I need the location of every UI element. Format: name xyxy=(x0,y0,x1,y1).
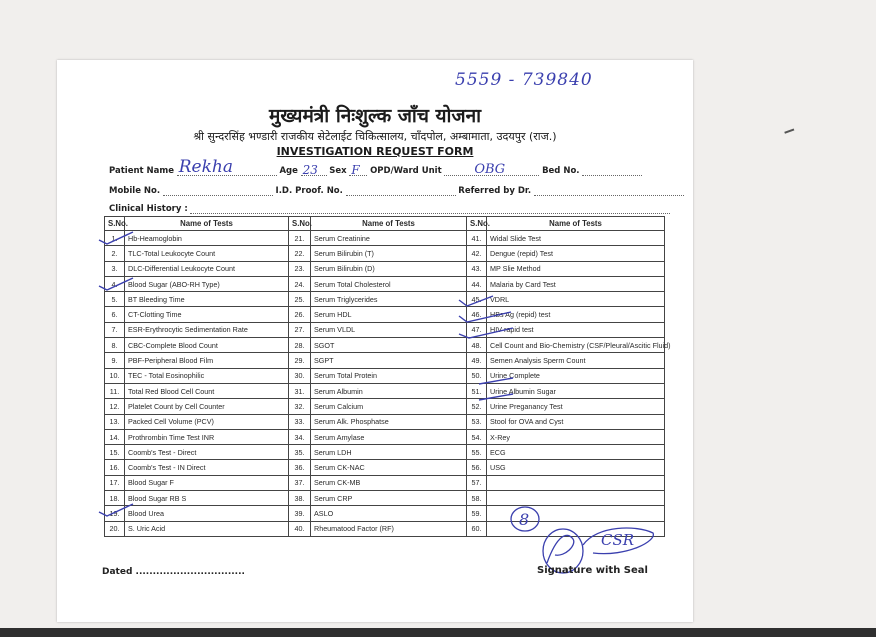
serial-cell: 18. xyxy=(105,491,125,506)
test-name-cell[interactable]: Serum Total Cholesterol xyxy=(311,276,467,291)
test-name-cell[interactable]: PBF-Peripheral Blood Film xyxy=(125,353,289,368)
serial-cell: 2. xyxy=(105,246,125,261)
serial-cell: 35. xyxy=(289,445,311,460)
table-row xyxy=(105,445,665,460)
serial-cell: 51. xyxy=(467,383,487,398)
header-tests-1: Name of Tests xyxy=(125,217,289,231)
table-row xyxy=(105,460,665,475)
test-name-cell[interactable]: Serum Albumin xyxy=(311,383,467,398)
test-name-cell[interactable] xyxy=(487,491,665,506)
serial-cell: 1. xyxy=(105,231,125,246)
test-name-cell[interactable]: Hb-Heamoglobin xyxy=(125,231,289,246)
test-name-cell[interactable]: CT-Clotting Time xyxy=(125,307,289,322)
test-name-cell[interactable]: Coomb's Test - Direct xyxy=(125,445,289,460)
test-name-cell[interactable]: Stool for OVA and Cyst xyxy=(487,414,665,429)
table-row xyxy=(105,261,665,276)
sex-value: F xyxy=(351,163,360,177)
test-name-cell[interactable]: Urine Preganancy Test xyxy=(487,399,665,414)
test-name-cell[interactable]: Serum LDH xyxy=(311,445,467,460)
serial-cell: 9. xyxy=(105,353,125,368)
clinical-history-label: Clinical History : xyxy=(109,204,188,214)
test-name-cell[interactable]: ASLO xyxy=(311,506,467,521)
test-name-cell[interactable]: Serum CK-MB xyxy=(311,475,467,490)
investigation-form-sheet xyxy=(57,60,693,622)
test-name-cell[interactable]: TEC - Total Eosinophilic xyxy=(125,368,289,383)
test-name-cell[interactable]: Serum Bilirubin (D) xyxy=(311,261,467,276)
test-name-cell[interactable]: Serum Total Protein xyxy=(311,368,467,383)
test-name-cell[interactable]: Blood Urea xyxy=(125,506,289,521)
test-name-cell[interactable]: Serum Bilirubin (T) xyxy=(311,246,467,261)
clinical-history-field[interactable] xyxy=(190,204,670,214)
test-name-cell[interactable]: Serum Creatinine xyxy=(311,231,467,246)
handwritten-count: 8 xyxy=(519,510,530,529)
test-name-cell[interactable]: SGOT xyxy=(311,338,467,353)
serial-cell: 37. xyxy=(289,475,311,490)
bed-field[interactable] xyxy=(582,166,642,176)
serial-cell: 24. xyxy=(289,276,311,291)
test-name-cell[interactable]: USG xyxy=(487,460,665,475)
serial-cell: 48. xyxy=(467,338,487,353)
test-name-cell[interactable]: Widal Slide Test xyxy=(487,231,665,246)
serial-cell: 25. xyxy=(289,292,311,307)
test-name-cell[interactable]: VDRL xyxy=(487,292,665,307)
serial-cell: 36. xyxy=(289,460,311,475)
age-label: Age xyxy=(279,166,298,176)
test-name-cell[interactable]: ESR-Erythrocytic Sedimentation Rate xyxy=(125,322,289,337)
serial-number: 5559 - 739840 xyxy=(455,70,593,90)
test-name-cell[interactable]: Total Red Blood Cell Count xyxy=(125,383,289,398)
table-row xyxy=(105,429,665,444)
opd-label: OPD/Ward Unit xyxy=(370,166,442,176)
serial-cell: 50. xyxy=(467,368,487,383)
header-tests-2: Name of Tests xyxy=(311,217,467,231)
serial-cell: 59. xyxy=(467,506,487,521)
serial-cell: 44. xyxy=(467,276,487,291)
contact-details-row xyxy=(109,186,684,196)
tests-table xyxy=(104,216,671,537)
serial-cell: 58. xyxy=(467,491,487,506)
table-row xyxy=(105,246,665,261)
serial-cell: 10. xyxy=(105,368,125,383)
scanner-edge xyxy=(0,628,876,637)
serial-cell: 19. xyxy=(105,506,125,521)
hospital-name: श्री सुन्दरसिंह भण्डारी राजकीय सेटेलाईट चिकित्सालय, चाँदपोल, अम्बामाता, उदयपुर (राज.) xyxy=(193,130,557,143)
test-name-cell[interactable]: Serum CK-NAC xyxy=(311,460,467,475)
patient-name-label: Patient Name xyxy=(109,166,175,176)
serial-cell: 13. xyxy=(105,414,125,429)
test-name-cell[interactable]: HBs Ag (repid) test xyxy=(487,307,665,322)
test-name-cell[interactable]: Serum VLDL xyxy=(311,322,467,337)
table-row xyxy=(105,292,665,307)
referred-label: Referred by Dr. xyxy=(458,186,532,196)
serial-cell: 20. xyxy=(105,521,125,536)
serial-cell: 22. xyxy=(289,246,311,261)
test-name-cell[interactable]: Serum Alk. Phosphatse xyxy=(311,414,467,429)
bed-label: Bed No. xyxy=(542,166,580,176)
test-name-cell[interactable]: Blood Sugar (ABO-RH Type) xyxy=(125,276,289,291)
test-name-cell[interactable]: Coomb's Test - IN Direct xyxy=(125,460,289,475)
serial-cell: 3. xyxy=(105,261,125,276)
table-row xyxy=(105,307,665,322)
serial-cell: 52. xyxy=(467,399,487,414)
serial-cell: 34. xyxy=(289,429,311,444)
test-name-cell[interactable]: HIV rapid test xyxy=(487,322,665,337)
serial-cell: 8. xyxy=(105,338,125,353)
opd-value: OBG xyxy=(474,162,506,177)
serial-cell: 5. xyxy=(105,292,125,307)
serial-cell: 60. xyxy=(467,521,487,536)
form-title: INVESTIGATION REQUEST FORM xyxy=(276,145,474,158)
dated-label: Dated ................................ xyxy=(102,567,245,577)
header-tests-3: Name of Tests xyxy=(487,217,665,231)
serial-cell: 12. xyxy=(105,399,125,414)
table-row xyxy=(105,231,665,246)
serial-cell: 43. xyxy=(467,261,487,276)
id-proof-field[interactable] xyxy=(346,186,456,196)
test-name-cell[interactable]: X-Rey xyxy=(487,429,665,444)
table-row xyxy=(105,322,665,337)
serial-cell: 46. xyxy=(467,307,487,322)
test-name-cell[interactable]: BT Bleeding Time xyxy=(125,292,289,307)
serial-cell: 14. xyxy=(105,429,125,444)
sex-field[interactable] xyxy=(349,163,367,177)
test-name-cell[interactable]: Urine Albumin Sugar xyxy=(487,383,665,398)
serial-cell: 21. xyxy=(289,231,311,246)
serial-cell: 33. xyxy=(289,414,311,429)
handwritten-initials: CSR xyxy=(601,531,635,549)
test-name-cell[interactable]: Packed Cell Volume (PCV) xyxy=(125,414,289,429)
table-header-row xyxy=(105,217,665,231)
test-name-cell[interactable]: ECG xyxy=(487,445,665,460)
table-row xyxy=(105,383,665,398)
table-row xyxy=(105,276,665,291)
serial-cell: 54. xyxy=(467,429,487,444)
serial-cell: 16. xyxy=(105,460,125,475)
serial-cell: 55. xyxy=(467,445,487,460)
patient-name-field[interactable] xyxy=(177,157,277,177)
referred-field[interactable] xyxy=(534,186,684,196)
patient-details-row xyxy=(109,157,642,177)
test-name-cell[interactable]: SGPT xyxy=(311,353,467,368)
header-sno-2: S.No. xyxy=(289,217,311,231)
serial-cell: 41. xyxy=(467,231,487,246)
test-name-cell[interactable]: Serum CRP xyxy=(311,491,467,506)
test-name-cell[interactable]: Serum Triglycerides xyxy=(311,292,467,307)
test-name-cell[interactable]: Rheumatood Factor (RF) xyxy=(311,521,467,536)
serial-cell: 17. xyxy=(105,475,125,490)
serial-cell: 47. xyxy=(467,322,487,337)
serial-cell: 7. xyxy=(105,322,125,337)
test-name-cell[interactable]: MP Slie Method xyxy=(487,261,665,276)
test-name-cell[interactable]: Urine Complete xyxy=(487,368,665,383)
serial-cell: 42. xyxy=(467,246,487,261)
test-name-cell[interactable]: Dengue (repid) Test xyxy=(487,246,665,261)
mobile-field[interactable] xyxy=(163,186,273,196)
serial-cell: 15. xyxy=(105,445,125,460)
opd-field[interactable] xyxy=(444,162,539,177)
serial-cell: 26. xyxy=(289,307,311,322)
header-sno-1: S.No. xyxy=(105,217,125,231)
serial-cell: 40. xyxy=(289,521,311,536)
serial-cell: 4. xyxy=(105,276,125,291)
table-row xyxy=(105,491,665,506)
serial-cell: 32. xyxy=(289,399,311,414)
test-name-cell[interactable]: DLC-Differential Leukocyte Count xyxy=(125,261,289,276)
test-name-cell[interactable]: S. Uric Acid xyxy=(125,521,289,536)
serial-cell: 11. xyxy=(105,383,125,398)
serial-cell: 30. xyxy=(289,368,311,383)
patient-name-value: Rekha xyxy=(178,157,233,177)
test-name-cell[interactable]: CBC-Complete Blood Count xyxy=(125,338,289,353)
test-name-cell[interactable]: Semen Analysis Sperm Count xyxy=(487,353,665,368)
serial-cell: 27. xyxy=(289,322,311,337)
serial-cell: 6. xyxy=(105,307,125,322)
table-row xyxy=(105,475,665,490)
age-field[interactable] xyxy=(301,163,327,177)
test-name-cell[interactable]: Blood Sugar RB S xyxy=(125,491,289,506)
test-name-cell[interactable]: Malaria by Card Test xyxy=(487,276,665,291)
serial-cell: 31. xyxy=(289,383,311,398)
test-name-cell[interactable]: Serum Amylase xyxy=(311,429,467,444)
serial-cell: 49. xyxy=(467,353,487,368)
serial-cell: 53. xyxy=(467,414,487,429)
serial-cell: 57. xyxy=(467,475,487,490)
test-name-cell[interactable]: TLC-Total Leukocyte Count xyxy=(125,246,289,261)
table-row xyxy=(105,353,665,368)
age-value: 23 xyxy=(302,163,318,177)
signature-label: Signature with Seal xyxy=(537,565,648,576)
table-row xyxy=(105,399,665,414)
scheme-title: मुख्यमंत्री निःशुल्क जाँच योजना xyxy=(268,105,482,127)
test-name-cell[interactable]: Platelet Count by Cell Counter xyxy=(125,399,289,414)
serial-cell: 45. xyxy=(467,292,487,307)
table-row xyxy=(105,414,665,429)
test-name-cell[interactable] xyxy=(487,475,665,490)
serial-cell: 39. xyxy=(289,506,311,521)
test-name-cell[interactable]: Blood Sugar F xyxy=(125,475,289,490)
test-name-cell[interactable]: Serum Calcium xyxy=(311,399,467,414)
table-row xyxy=(105,368,665,383)
id-proof-label: I.D. Proof. No. xyxy=(275,186,343,196)
mobile-label: Mobile No. xyxy=(109,186,161,196)
test-name-cell[interactable]: Serum HDL xyxy=(311,307,467,322)
sex-label: Sex xyxy=(329,166,347,176)
serial-cell: 56. xyxy=(467,460,487,475)
serial-cell: 29. xyxy=(289,353,311,368)
test-name-cell[interactable]: Prothrombin Time Test INR xyxy=(125,429,289,444)
table-row xyxy=(105,338,665,353)
serial-cell: 23. xyxy=(289,261,311,276)
serial-cell: 38. xyxy=(289,491,311,506)
test-name-cell[interactable]: Cell Count and Bio-Chemistry (CSF/Pleural/Ascitic Fluid) xyxy=(487,338,665,353)
header-sno-3: S.No. xyxy=(467,217,487,231)
clinical-history-row xyxy=(109,204,670,214)
serial-cell: 28. xyxy=(289,338,311,353)
